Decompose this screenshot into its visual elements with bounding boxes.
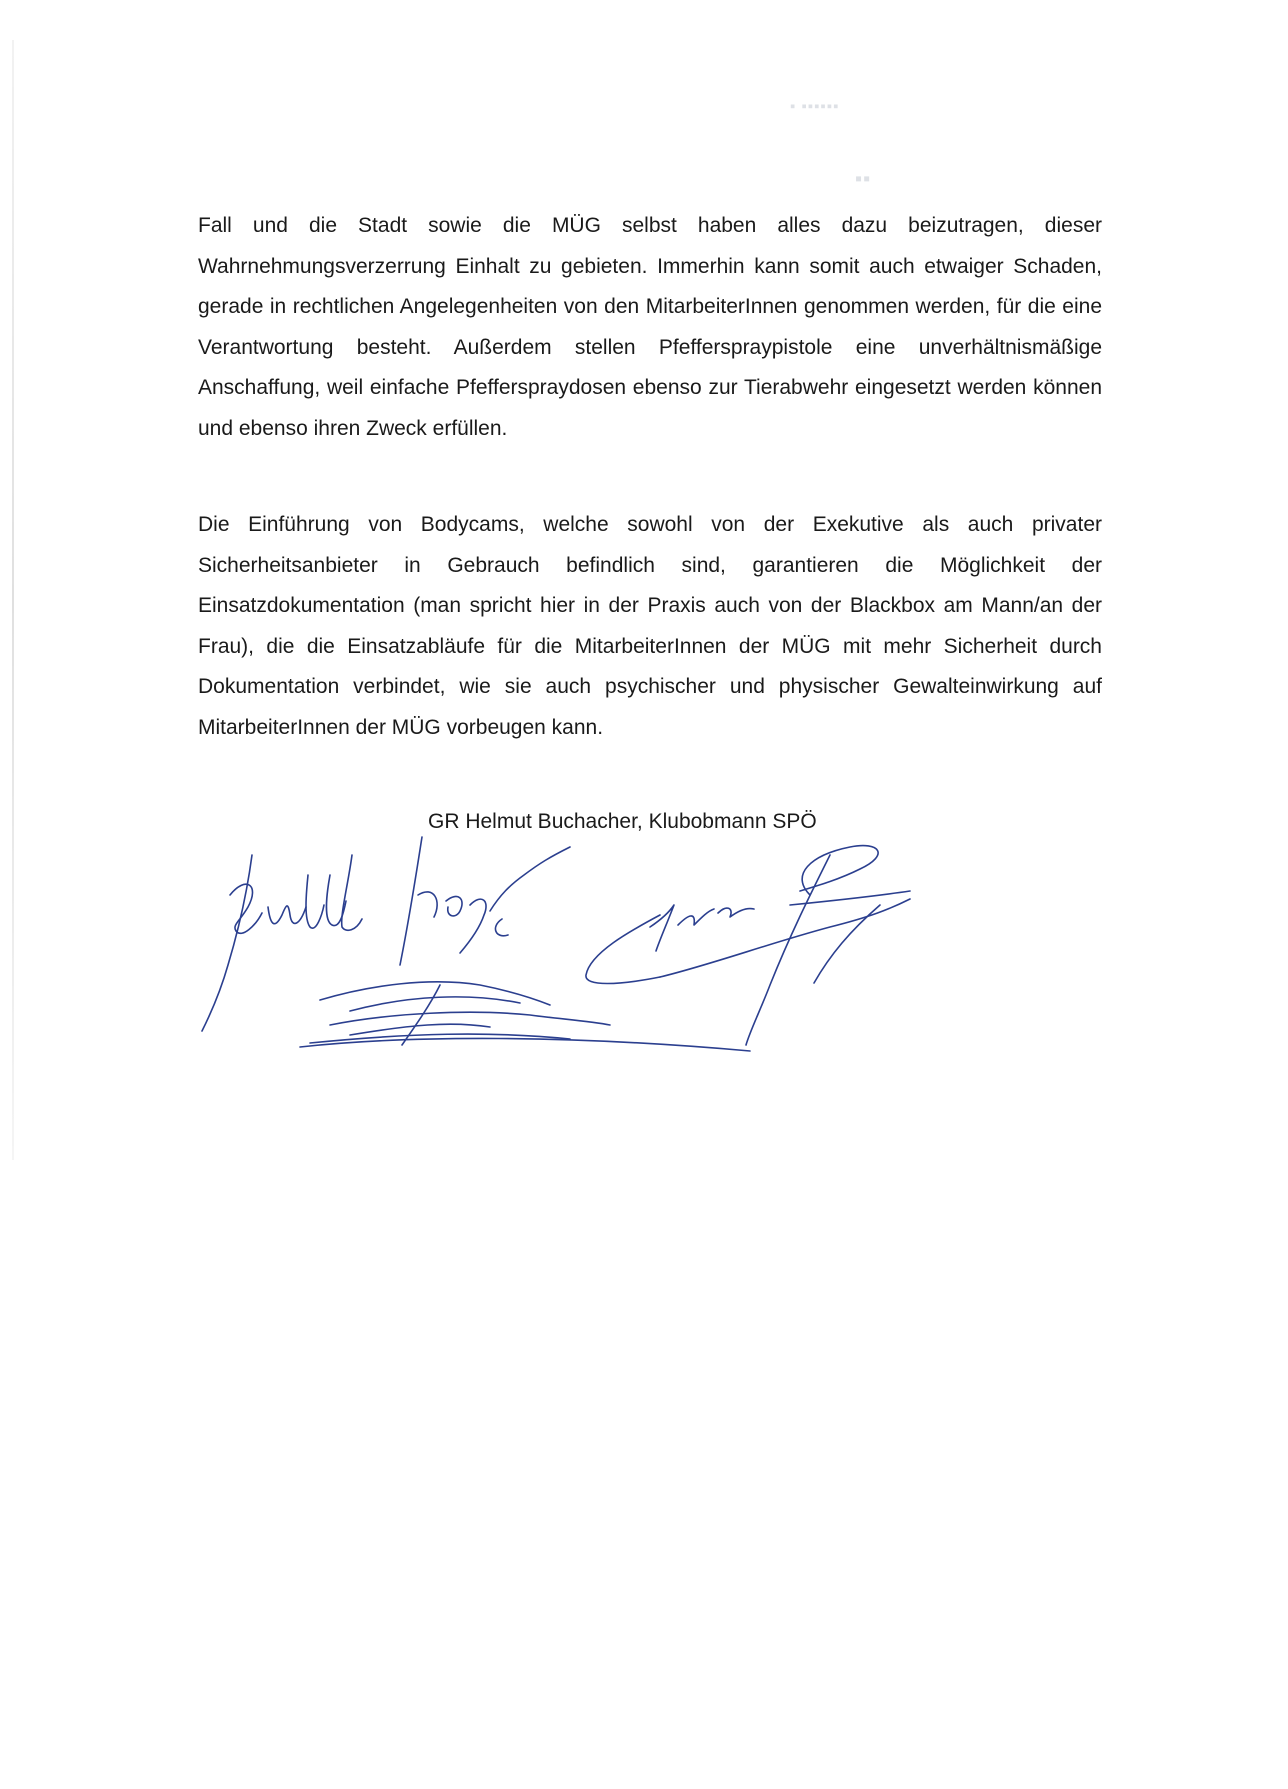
- scan-edge-shadow: [12, 40, 14, 1160]
- signature-2: [400, 837, 570, 965]
- signatory-line: GR Helmut Buchacher, Klubobmann SPÖ: [428, 810, 817, 833]
- signature-4: [586, 846, 910, 1045]
- handwritten-signatures: [190, 835, 1020, 1085]
- signature-3: [300, 982, 750, 1051]
- bleed-through-mark: ▪▪: [855, 168, 872, 190]
- paragraph-pepper-spray: Fall und die Stadt sowie die MÜG selbst haben alles dazu beizutragen, dieser Wahrnehmungsverzerrung Einhalt zu gebieten. Immerhin kann somit auch etwaiger Schaden, gerade in rechtlichen Angelegenheiten von den MitarbeiterInnen genommen werden, für die eine Verantwortung besteht. Außerdem stellen Pfeffersprаypistole eine unverhältnismäßige Anschaffung, weil einfache Pfeffersprаydosen ebenso zur Tierabwehr eingesetzt werden können und ebenso ihren Zweck erfüllen.: [198, 214, 1102, 440]
- paragraph-bodycams: Die Einführung von Bodycams, welche sowohl von der Exekutive als auch privater Sicherheitsanbieter in Gebrauch befindlich sind, garantieren die Möglichkeit der Einsatzdokumentation (man spricht hier in der Praxis auch von der Blackbox am Mann/an der Frau), die die Einsatzabläufe für die MitarbeiterInnen der MÜG mit mehr Sicherheit durch Dokumentation verbindet, wie sie auch psychischer und physischer Gewalteinwirkung auf MitarbeiterInnen der MÜG vorbeugen kann.: [198, 513, 1102, 739]
- bleed-through-text: ▪ ▪▪▪▪▪▪: [790, 98, 840, 115]
- signature-1: [202, 855, 362, 1031]
